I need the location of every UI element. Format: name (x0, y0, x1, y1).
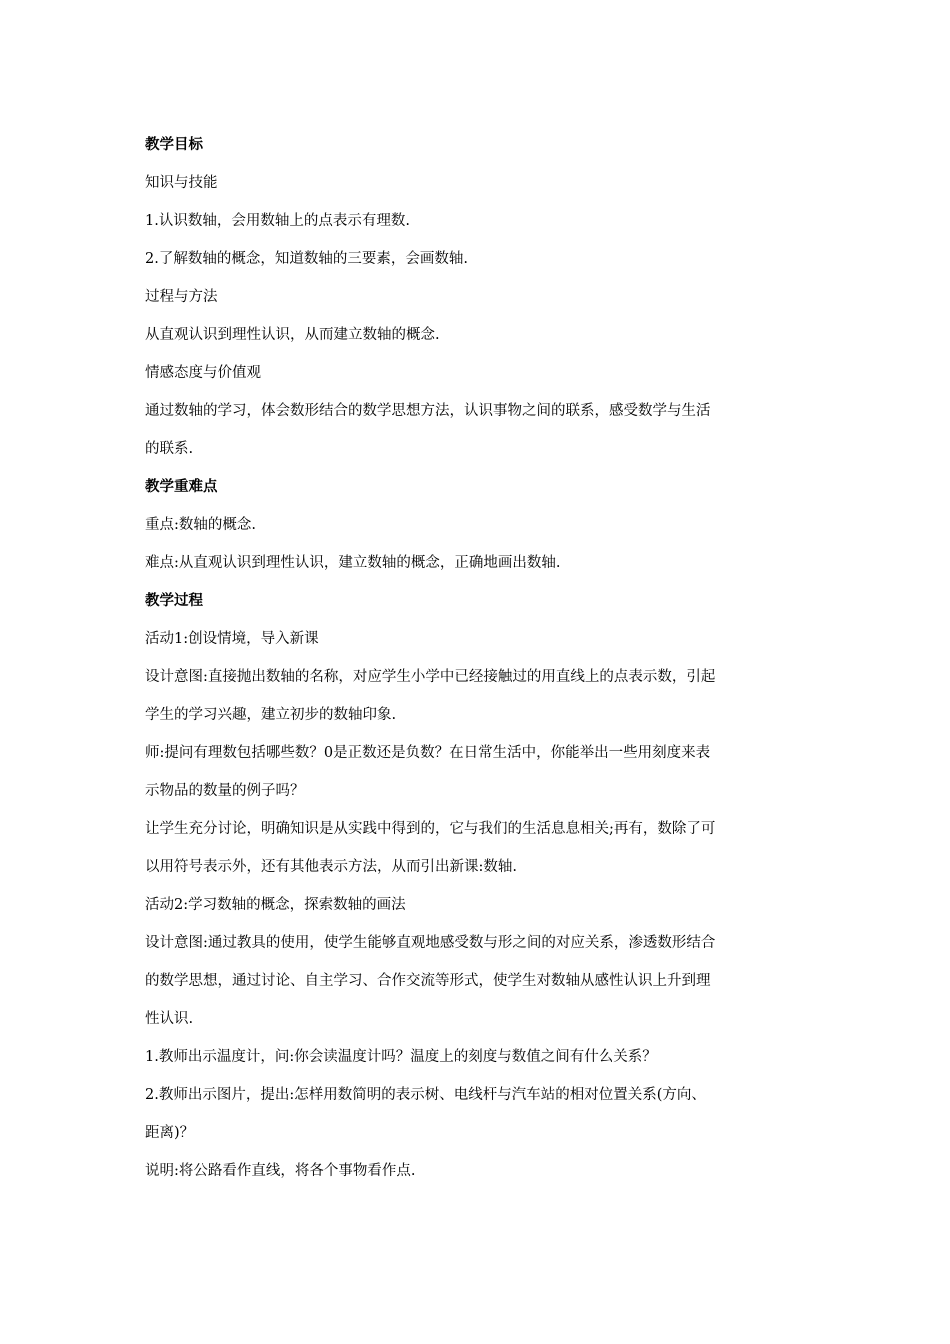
paragraph: 距离)？ (145, 1125, 195, 1141)
paragraph: 2.了解数轴的概念，知道数轴的三要素，会画数轴. (145, 251, 468, 267)
paragraph: 1.教师出示温度计，问:你会读温度计吗？温度上的刻度与数值之间有什么关系？ (145, 1049, 657, 1065)
subheading-process-method: 过程与方法 (145, 289, 218, 305)
paragraph: 从直观认识到理性认识，从而建立数轴的概念. (145, 327, 440, 343)
heading-teaching-process: 教学过程 (145, 593, 203, 609)
subheading-knowledge-skills: 知识与技能 (145, 175, 218, 191)
paragraph: 让学生充分讨论，明确知识是从实践中得到的，它与我们的生活息息相关;再有，数除了可 (145, 821, 716, 837)
paragraph: 的联系. (145, 441, 194, 457)
subheading-activity-1: 活动1:创设情境，导入新课 (145, 631, 319, 647)
document-body (145, 126, 810, 1190)
paragraph: 设计意图:直接抛出数轴的名称，对应学生小学中已经接触过的用直线上的点表示数，引起 (145, 669, 716, 685)
paragraph: 师:提问有理数包括哪些数？0是正数还是负数？在日常生活中，你能举出一些用刻度来表 (145, 745, 711, 761)
paragraph: 重点:数轴的概念. (145, 517, 256, 533)
paragraph: 示物品的数量的例子吗？ (145, 783, 305, 799)
paragraph: 2.教师出示图片，提出:怎样用数简明的表示树、电线杆与汽车站的相对位置关系(方向、 (145, 1087, 706, 1103)
subheading-emotion-values: 情感态度与价值观 (145, 365, 261, 381)
paragraph: 学生的学习兴趣，建立初步的数轴印象. (145, 707, 397, 723)
paragraph: 通过数轴的学习，体会数形结合的数学思想方法，认识事物之间的联系，感受数学与生活 (145, 403, 711, 419)
paragraph: 的数学思想，通过讨论、自主学习、合作交流等形式，使学生对数轴从感性认识上升到理 (145, 973, 711, 989)
subheading-activity-2: 活动2:学习数轴的概念，探索数轴的画法 (145, 897, 406, 913)
paragraph: 设计意图:通过教具的使用，使学生能够直观地感受数与形之间的对应关系，渗透数形结合 (145, 935, 716, 951)
paragraph: 说明:将公路看作直线，将各个事物看作点. (145, 1163, 416, 1179)
paragraph: 1.认识数轴，会用数轴上的点表示有理数. (145, 213, 410, 229)
heading-key-difficult-points: 教学重难点 (145, 479, 218, 495)
paragraph: 性认识. (145, 1011, 194, 1027)
heading-teaching-objectives: 教学目标 (145, 137, 203, 153)
paragraph: 难点:从直观认识到理性认识，建立数轴的概念，正确地画出数轴. (145, 555, 561, 571)
paragraph: 以用符号表示外，还有其他表示方法，从而引出新课:数轴. (145, 859, 517, 875)
